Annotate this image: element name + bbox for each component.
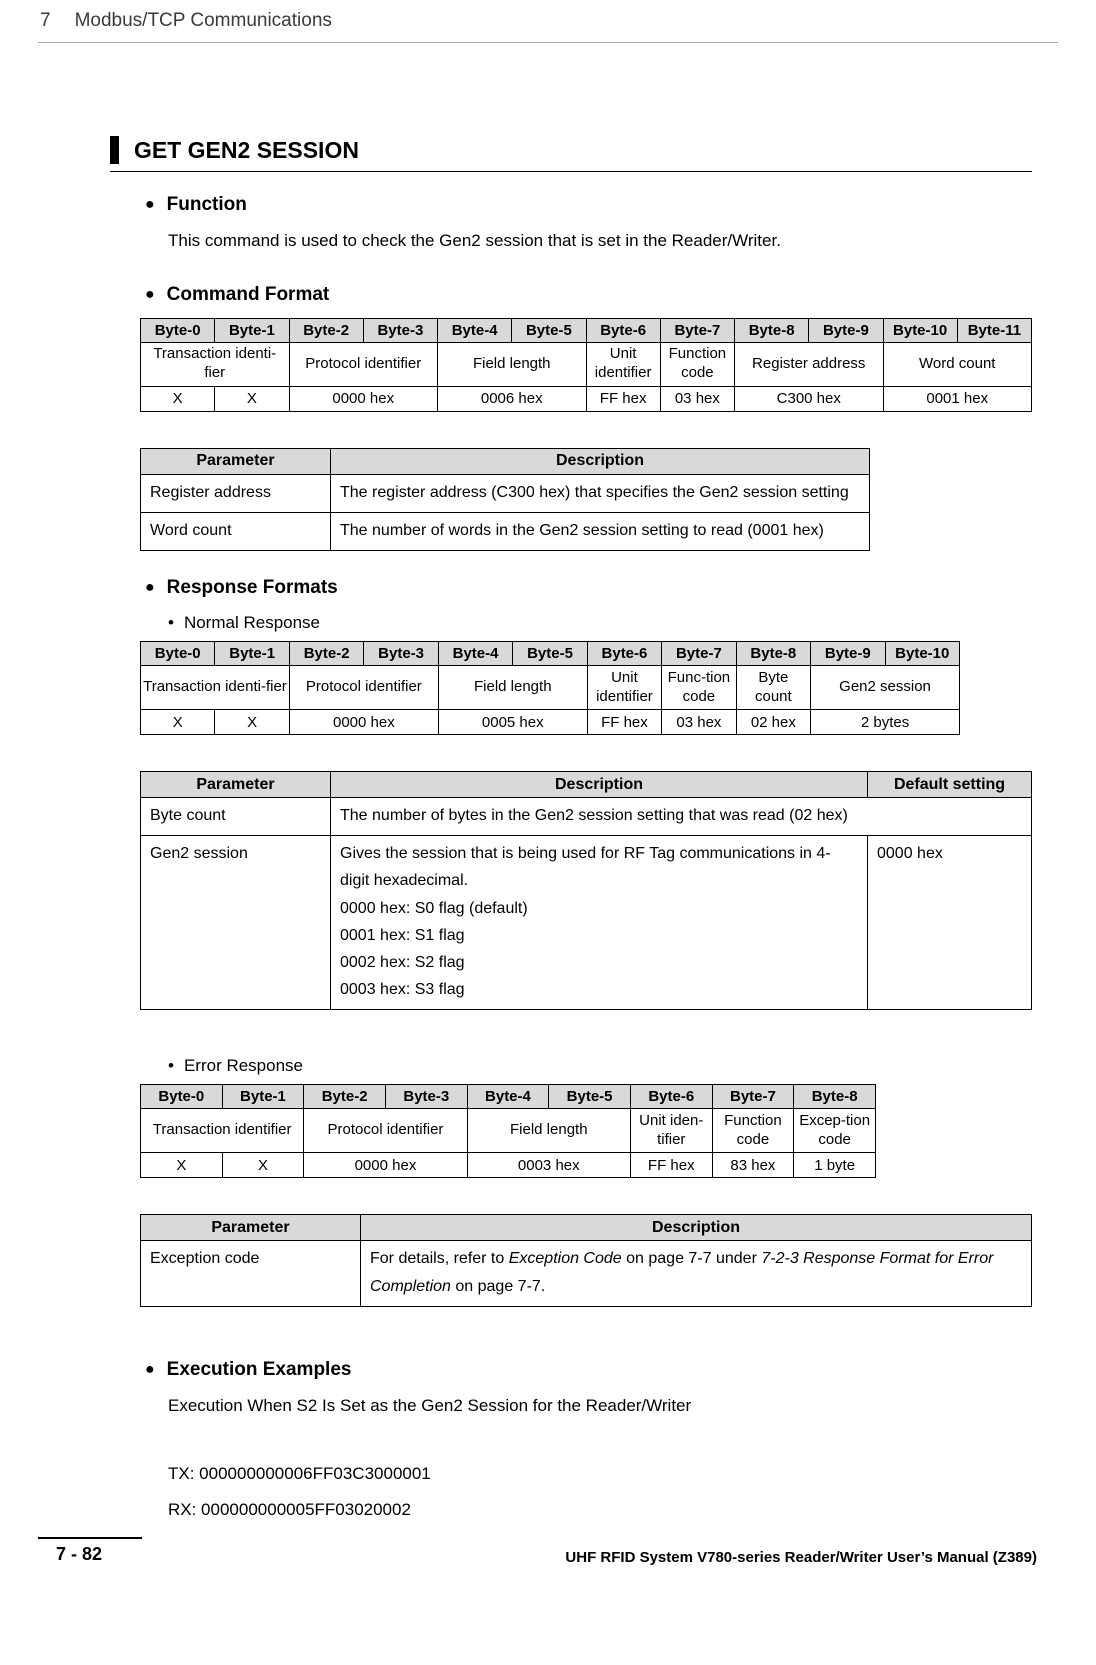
normal-response-label: Normal Response bbox=[183, 613, 321, 633]
param-desc-cell: The register address (C300 hex) that specifies the Gen2 session setting bbox=[331, 474, 870, 512]
param-row bbox=[141, 1241, 1032, 1306]
byte-header-cell: Byte-3 bbox=[385, 1085, 467, 1109]
value-cell: 0001 hex bbox=[883, 386, 1032, 411]
param-desc-cell: The number of bytes in the Gen2 session setting that was read (02 hex) bbox=[331, 798, 1032, 836]
param-row bbox=[141, 512, 870, 550]
byte-header-cell: Byte-6 bbox=[587, 642, 661, 666]
param-row bbox=[141, 836, 1032, 1010]
byte-header-cell: Byte-6 bbox=[586, 318, 660, 342]
desc-text: on page 7-7 under bbox=[621, 1250, 762, 1268]
sub-bullet-icon: • bbox=[168, 1056, 174, 1076]
param-desc-cell bbox=[361, 1241, 1032, 1306]
value-cell: 0000 hex bbox=[289, 386, 438, 411]
field-cell: Gen2 session bbox=[811, 666, 960, 710]
command-format-heading-row bbox=[145, 284, 1032, 306]
byte-header-cell: Byte-5 bbox=[549, 1085, 631, 1109]
param-name-cell: Exception code bbox=[141, 1241, 361, 1306]
gen2-desc-intro: Gives the session that is being used for RF Tag communications in 4-digit hexadecimal. bbox=[340, 845, 831, 890]
value-cell: FF hex bbox=[587, 710, 661, 735]
section-title-block bbox=[110, 136, 1032, 172]
field-cell: Field length bbox=[438, 342, 587, 386]
param-name-cell: Word count bbox=[141, 512, 331, 550]
value-row bbox=[141, 386, 1032, 411]
sub-bullet-icon: • bbox=[168, 613, 174, 633]
field-cell: Protocol identifier bbox=[304, 1109, 467, 1153]
error-response-param-table bbox=[140, 1214, 1032, 1306]
value-cell: 0006 hex bbox=[438, 386, 587, 411]
byte-header-cell: Byte-11 bbox=[957, 318, 1031, 342]
value-cell: 0000 hex bbox=[289, 710, 438, 735]
value-cell: FF hex bbox=[586, 386, 660, 411]
function-body: This command is used to check the Gen2 session that is set in the Reader/Writer. bbox=[168, 231, 781, 250]
byte-header-cell: Byte-8 bbox=[735, 318, 809, 342]
param-name-cell: Register address bbox=[141, 474, 331, 512]
normal-response-label-row bbox=[168, 613, 1032, 633]
byte-header-cell: Byte-0 bbox=[141, 1085, 223, 1109]
field-cell: Function code bbox=[712, 1109, 794, 1153]
byte-header-cell: Byte-10 bbox=[885, 642, 959, 666]
param-desc-cell bbox=[331, 836, 868, 1010]
value-cell: FF hex bbox=[630, 1153, 712, 1178]
value-cell: 03 hex bbox=[662, 710, 736, 735]
value-cell: 0003 hex bbox=[467, 1153, 630, 1178]
param-header-cell: Parameter bbox=[141, 772, 331, 798]
bullet-icon: ● bbox=[145, 196, 155, 213]
normal-response-byte-table bbox=[140, 641, 960, 735]
field-cell: Unit iden-tifier bbox=[630, 1109, 712, 1153]
byte-header-cell: Byte-3 bbox=[363, 318, 437, 342]
byte-header-cell: Byte-7 bbox=[660, 318, 734, 342]
byte-header-cell: Byte-4 bbox=[438, 642, 512, 666]
param-header-row bbox=[141, 448, 870, 474]
value-cell: X bbox=[141, 386, 215, 411]
value-cell: 0005 hex bbox=[438, 710, 587, 735]
field-cell: Field length bbox=[438, 666, 587, 710]
byte-header-cell: Byte-2 bbox=[289, 318, 363, 342]
param-default-cell: 0000 hex bbox=[868, 836, 1032, 1010]
field-cell: Func-tion code bbox=[662, 666, 736, 710]
manual-title: UHF RFID System V780-series Reader/Writer User’s Manual (Z389) bbox=[565, 1549, 1037, 1566]
byte-header-row bbox=[141, 318, 1032, 342]
byte-header-cell: Byte-4 bbox=[467, 1085, 549, 1109]
field-row bbox=[141, 1109, 876, 1153]
field-cell: Register address bbox=[735, 342, 884, 386]
value-cell: X bbox=[215, 710, 289, 735]
field-cell: Transaction identi-fier bbox=[141, 666, 290, 710]
chapter-number: 7 bbox=[40, 10, 51, 31]
byte-header-cell: Byte-4 bbox=[438, 318, 512, 342]
command-format-param-table bbox=[140, 448, 870, 551]
execution-examples-heading-row bbox=[145, 1359, 1032, 1381]
field-cell: Excep-tion code bbox=[794, 1109, 876, 1153]
gen2-flag-line: 0002 hex: S2 flag bbox=[340, 953, 465, 971]
title-bar-icon bbox=[110, 136, 119, 164]
param-name-cell: Byte count bbox=[141, 798, 331, 836]
footer-rule bbox=[38, 1537, 142, 1539]
byte-header-cell: Byte-2 bbox=[304, 1085, 386, 1109]
execution-examples-heading: Execution Examples bbox=[166, 1358, 352, 1380]
page-content bbox=[110, 136, 1032, 1520]
byte-header-cell: Byte-0 bbox=[141, 642, 215, 666]
value-cell: 83 hex bbox=[712, 1153, 794, 1178]
param-header-cell: Description bbox=[361, 1215, 1032, 1241]
bullet-icon: ● bbox=[145, 579, 155, 597]
value-cell: X bbox=[141, 1153, 223, 1178]
byte-header-cell: Byte-2 bbox=[289, 642, 363, 666]
param-header-row bbox=[141, 772, 1032, 798]
param-row bbox=[141, 798, 1032, 836]
desc-text: For details, refer to bbox=[370, 1250, 509, 1268]
param-header-cell: Description bbox=[331, 448, 870, 474]
chapter-title: Modbus/TCP Communications bbox=[74, 10, 332, 31]
desc-ref-italic: 7-2-3 Response Format for Error Completion bbox=[370, 1250, 994, 1295]
byte-header-cell: Byte-8 bbox=[794, 1085, 876, 1109]
value-cell: 2 bytes bbox=[811, 710, 960, 735]
value-cell: C300 hex bbox=[735, 386, 884, 411]
error-response-byte-table bbox=[140, 1084, 876, 1178]
bullet-icon: ● bbox=[145, 1360, 155, 1378]
field-cell: Word count bbox=[883, 342, 1032, 386]
page-number: 7 - 82 bbox=[56, 1544, 103, 1564]
byte-header-cell: Byte-10 bbox=[883, 318, 957, 342]
error-response-label-row bbox=[168, 1056, 1032, 1076]
value-cell: 1 byte bbox=[794, 1153, 876, 1178]
field-cell: Field length bbox=[467, 1109, 630, 1153]
byte-header-cell: Byte-5 bbox=[512, 318, 586, 342]
param-header-cell: Parameter bbox=[141, 1215, 361, 1241]
field-row bbox=[141, 342, 1032, 386]
byte-header-row bbox=[141, 642, 960, 666]
param-header-cell: Description bbox=[331, 772, 868, 798]
param-header-row bbox=[141, 1215, 1032, 1241]
value-row bbox=[141, 710, 960, 735]
value-row bbox=[141, 1153, 876, 1178]
response-formats-heading-row bbox=[145, 577, 1032, 599]
field-cell: Transaction identifier bbox=[141, 1109, 304, 1153]
byte-header-cell: Byte-8 bbox=[736, 642, 810, 666]
byte-header-cell: Byte-7 bbox=[662, 642, 736, 666]
command-format-byte-table bbox=[140, 318, 1032, 412]
command-format-heading: Command Format bbox=[166, 283, 330, 305]
field-cell: Protocol identifier bbox=[289, 342, 438, 386]
byte-header-cell: Byte-1 bbox=[215, 318, 289, 342]
value-cell: 0000 hex bbox=[304, 1153, 467, 1178]
desc-ref-italic: Exception Code bbox=[508, 1250, 622, 1268]
byte-header-cell: Byte-7 bbox=[712, 1085, 794, 1109]
param-header-cell: Default setting bbox=[868, 772, 1032, 798]
value-cell: X bbox=[141, 710, 215, 735]
param-name-cell: Gen2 session bbox=[141, 836, 331, 1010]
field-cell: Byte count bbox=[736, 666, 810, 710]
section-title: GET GEN2 SESSION bbox=[134, 136, 359, 163]
field-cell: Transaction identi-fier bbox=[141, 342, 290, 386]
response-formats-heading: Response Formats bbox=[166, 577, 338, 599]
field-cell: Unit identifier bbox=[587, 666, 661, 710]
field-cell: Protocol identifier bbox=[289, 666, 438, 710]
value-cell: 02 hex bbox=[736, 710, 810, 735]
desc-text: on page 7-7. bbox=[450, 1277, 546, 1295]
byte-header-cell: Byte-3 bbox=[364, 642, 438, 666]
field-row bbox=[141, 666, 960, 710]
field-cell: Function code bbox=[660, 342, 734, 386]
param-row bbox=[141, 474, 870, 512]
rx-line: RX: 000000000005FF03020002 bbox=[168, 1500, 411, 1520]
byte-header-cell: Byte-9 bbox=[809, 318, 883, 342]
execution-intro: Execution When S2 Is Set as the Gen2 Session for the Reader/Writer bbox=[168, 1395, 692, 1415]
byte-header-row bbox=[141, 1085, 876, 1109]
value-cell: X bbox=[222, 1153, 304, 1178]
param-header-cell: Parameter bbox=[141, 448, 331, 474]
byte-header-cell: Byte-0 bbox=[141, 318, 215, 342]
gen2-flag-line: 0003 hex: S3 flag bbox=[340, 981, 465, 999]
value-cell: 03 hex bbox=[660, 386, 734, 411]
param-desc-cell: The number of words in the Gen2 session setting to read (0001 hex) bbox=[331, 512, 870, 550]
normal-response-param-table bbox=[140, 771, 1032, 1010]
gen2-flag-line: 0000 hex: S0 flag (default) bbox=[340, 899, 528, 917]
byte-header-cell: Byte-9 bbox=[811, 642, 885, 666]
function-heading: Function bbox=[166, 194, 247, 215]
byte-header-cell: Byte-1 bbox=[215, 642, 289, 666]
running-header bbox=[38, 6, 1058, 43]
gen2-flag-line: 0001 hex: S1 flag bbox=[340, 926, 465, 944]
byte-header-cell: Byte-6 bbox=[630, 1085, 712, 1109]
error-response-label: Error Response bbox=[183, 1056, 304, 1076]
bullet-icon: ● bbox=[145, 285, 155, 303]
byte-header-cell: Byte-5 bbox=[513, 642, 587, 666]
function-heading-row bbox=[145, 194, 1032, 216]
tx-line: TX: 000000000006FF03C3000001 bbox=[168, 1464, 431, 1484]
field-cell: Unit identifier bbox=[586, 342, 660, 386]
byte-header-cell: Byte-1 bbox=[222, 1085, 304, 1109]
value-cell: X bbox=[215, 386, 289, 411]
